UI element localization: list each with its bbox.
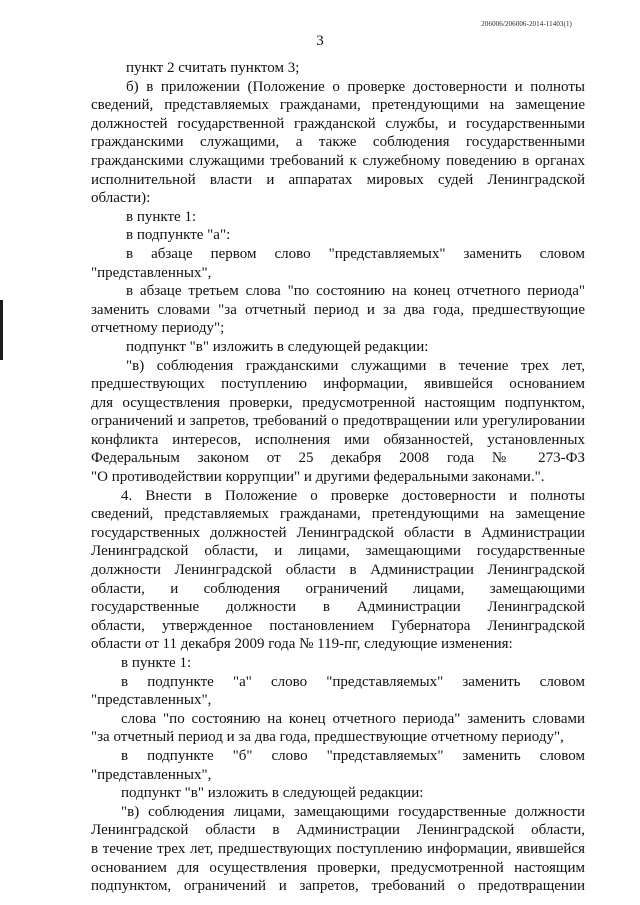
text-line: государственные должности в Администрации Ленинградской xyxy=(91,599,585,616)
text-line: в абзаце первом слово "представляемых" заменить словом xyxy=(126,245,585,262)
text-line: области, и соблюдения ограничений лицами, замещающими xyxy=(91,580,585,597)
text-line: в пункте 1: xyxy=(126,208,197,225)
text-line: сведений, представляемых гражданами, претендующими на замещение xyxy=(91,506,585,523)
text-line: слова "по состоянию на конец отчетного периода" заменить словами xyxy=(121,710,585,727)
text-line: области): xyxy=(91,190,151,207)
text-line: "за отчетный период и за два года, предшествующие отчетному периоду", xyxy=(91,729,564,746)
text-line: предшествующих поступлению информации, явившейся основанием xyxy=(91,376,585,393)
text-line: сведений, представляемых гражданами, претендующими на замещение xyxy=(91,97,585,114)
text-line: государственных должностей Ленинградской области в Администрации xyxy=(91,524,585,541)
text-line: "представленных", xyxy=(91,692,212,709)
text-line: заменить словами "за отчетный период и за два года, предшествующие xyxy=(91,301,585,318)
text-line: области, утвержденное постановлением Губернатора Ленинградской xyxy=(91,617,585,634)
text-line: Ленинградской области, и лицами, замещающими государственные xyxy=(91,543,585,560)
text-line: в подпункте "б" слово "представляемых" заменить словом xyxy=(121,747,585,764)
text-line: для осуществления проверки, предусмотренной настоящим подпунктом, xyxy=(91,394,585,411)
text-line: в абзаце третьем слова "по состоянию на конец отчетного периода" xyxy=(126,283,585,300)
text-line: конфликта интересов, исполнения ими обязанностей, установленных xyxy=(91,431,585,448)
page-number: 3 xyxy=(316,33,324,49)
text-line: должности Ленинградской области в Администрации Ленинградской xyxy=(91,562,585,579)
text-line: б) в приложении (Положение о проверке достоверности и полноты xyxy=(126,78,585,95)
text-line: подпункт "в" изложить в следующей редакции: xyxy=(121,785,424,802)
text-line: "в) соблюдения лицами, замещающими государственные должности xyxy=(121,803,585,820)
text-line: исполнительной власти и аппаратах мировых судей Ленинградской xyxy=(91,171,585,188)
text-line: "О противодействии коррупции" и другими федеральными законами.". xyxy=(91,469,545,486)
text-line: подпунктом, ограничений и запретов, требований о предотвращении xyxy=(91,878,585,895)
text-line: Ленинградской области в Администрации Ленинградской области, xyxy=(91,822,585,839)
text-line: подпункт "в" изложить в следующей редакции: xyxy=(126,338,429,355)
text-line: "представленных", xyxy=(91,264,212,281)
text-line: "представленных", xyxy=(91,766,212,783)
text-line: в течение трех лет, предшествующих поступлению информации, явившейся xyxy=(91,840,585,857)
text-line: Федеральным законом от 25 декабря 2008 года № 273-ФЗ xyxy=(91,450,585,467)
text-line: ограничений и запретов, требований о предотвращении или урегулировании xyxy=(91,413,585,430)
text-line: в подпункте "а" слово "представляемых" заменить словом xyxy=(121,673,585,690)
text-line: пункт 2 считать пунктом 3; xyxy=(126,60,300,76)
text-line: должностей государственной гражданской службы, и государственными xyxy=(91,115,585,132)
document-code: 206006/206006-2014-11403(1) xyxy=(481,20,572,28)
text-line: в пункте 1: xyxy=(121,655,192,671)
document-body xyxy=(91,59,585,896)
text-line: 4. Внести в Положение о проверке достоверности и полноты xyxy=(121,487,585,504)
text-line: основанием для осуществления проверки, предусмотренной настоящим xyxy=(91,859,585,876)
scan-edge-mark xyxy=(0,300,3,360)
text-line: гражданскими служащими требований к служебному поведению в органах xyxy=(91,152,585,169)
text-line: в подпункте "а": xyxy=(126,227,231,244)
text-line: гражданскими служащими, а также соблюдения государственными xyxy=(91,134,585,151)
text-line: области от 11 декабря 2009 года № 119-пг, следующие изменения: xyxy=(91,636,513,653)
text-line: отчетному периоду"; xyxy=(91,320,225,337)
text-line: "в) соблюдения гражданскими служащими в течение трех лет, xyxy=(126,357,585,374)
